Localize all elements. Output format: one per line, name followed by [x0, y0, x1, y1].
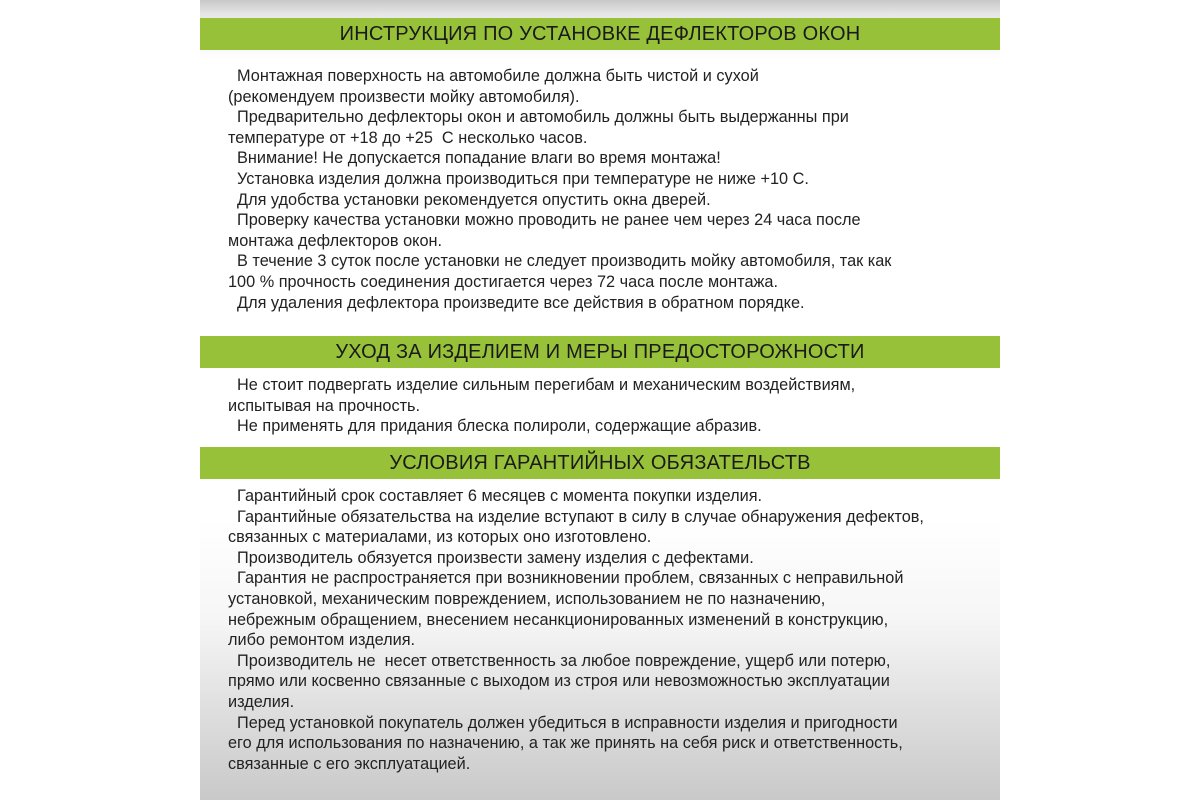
text-line: Для удобства установки рекомендуется опустить окна дверей. [228, 190, 711, 209]
text-line: температуре от +18 до +25 С несколько часов. [228, 128, 588, 147]
section-header-care [200, 336, 1000, 368]
text-line: прямо или косвенно связанные с выходом из строя или невозможностью эксплуатации [228, 672, 890, 691]
instruction-sheet [200, 0, 1000, 800]
section-header-installation [200, 18, 1000, 50]
text-line: Гарантийные обязательства на изделие вступают в силу в случае обнаружения дефектов, [228, 507, 924, 526]
text-line: Не применять для придания блеска полироли, содержащие абразив. [228, 417, 762, 436]
section-title: ИНСТРУКЦИЯ ПО УСТАНОВКЕ ДЕФЛЕКТОРОВ ОКОН [339, 22, 861, 45]
text-line: монтажа дефлекторов окон. [228, 231, 443, 250]
text-line: Производитель обязуется произвести замену изделия с дефектами. [228, 548, 754, 567]
section-title: УСЛОВИЯ ГАРАНТИЙНЫХ ОБЯЗАТЕЛЬСТВ [389, 451, 811, 474]
text-line: его для использования по назначению, а так же принять на себя риск и ответственность, [228, 734, 903, 753]
text-line: испытывая на прочность. [228, 396, 421, 415]
text-line: Перед установкой покупатель должен убедиться в исправности изделия и пригодности [228, 713, 898, 732]
text-line: Для удаления дефлектора произведите все действия в обратном порядке. [228, 293, 805, 312]
section-title: УХОД ЗА ИЗДЕЛИЕМ И МЕРЫ ПРЕДОСТОРОЖНОСТИ [335, 340, 865, 363]
text-line: изделия. [228, 692, 295, 711]
text-line: Внимание! Не допускается попадание влаги во время монтажа! [228, 149, 721, 168]
text-line: Установка изделия должна производиться при температуре не ниже +10 С. [228, 169, 809, 188]
text-line: Не стоит подвергать изделие сильным перегибам и механическим воздействиям, [228, 376, 856, 394]
text-line: (рекомендуем произвести мойку автомобиля). [228, 87, 580, 106]
text-line: Проверку качества установки можно проводить не ранее чем через 24 часа после [228, 211, 861, 230]
text-line: Гарантия не распространяется при возникновении проблем, связанных с неправильной [228, 569, 904, 588]
installation-text [228, 66, 988, 313]
text-line: В течение 3 суток после установки не следует производить мойку автомобиля, так как [228, 252, 892, 271]
warranty-text [228, 486, 988, 774]
text-line: 100 % прочность соединения достигается через 72 часа после монтажа. [228, 272, 778, 291]
text-line: связанные с его эксплуатацией. [228, 754, 471, 773]
text-line: установкой, механическим повреждением, использованием не по назначению, [228, 589, 826, 608]
text-line: связанных с материалами, из которых оно изготовлено. [228, 528, 652, 547]
text-line: Монтажная поверхность на автомобиле должна быть чистой и сухой [228, 67, 759, 85]
text-line: Производитель не несет ответственность за любое повреждение, ущерб или потерю, [228, 651, 891, 670]
care-text [228, 375, 988, 437]
text-line: Предварительно дефлекторы окон и автомобиль должны быть выдержанны при [228, 108, 849, 127]
text-line: Гарантийный срок составляет 6 месяцев с момента покупки изделия. [228, 487, 763, 505]
section-header-warranty [200, 447, 1000, 479]
text-line: либо ремонтом изделия. [228, 631, 416, 650]
text-line: небрежным обращением, внесением несанкционированных изменений в конструкцию, [228, 610, 889, 629]
